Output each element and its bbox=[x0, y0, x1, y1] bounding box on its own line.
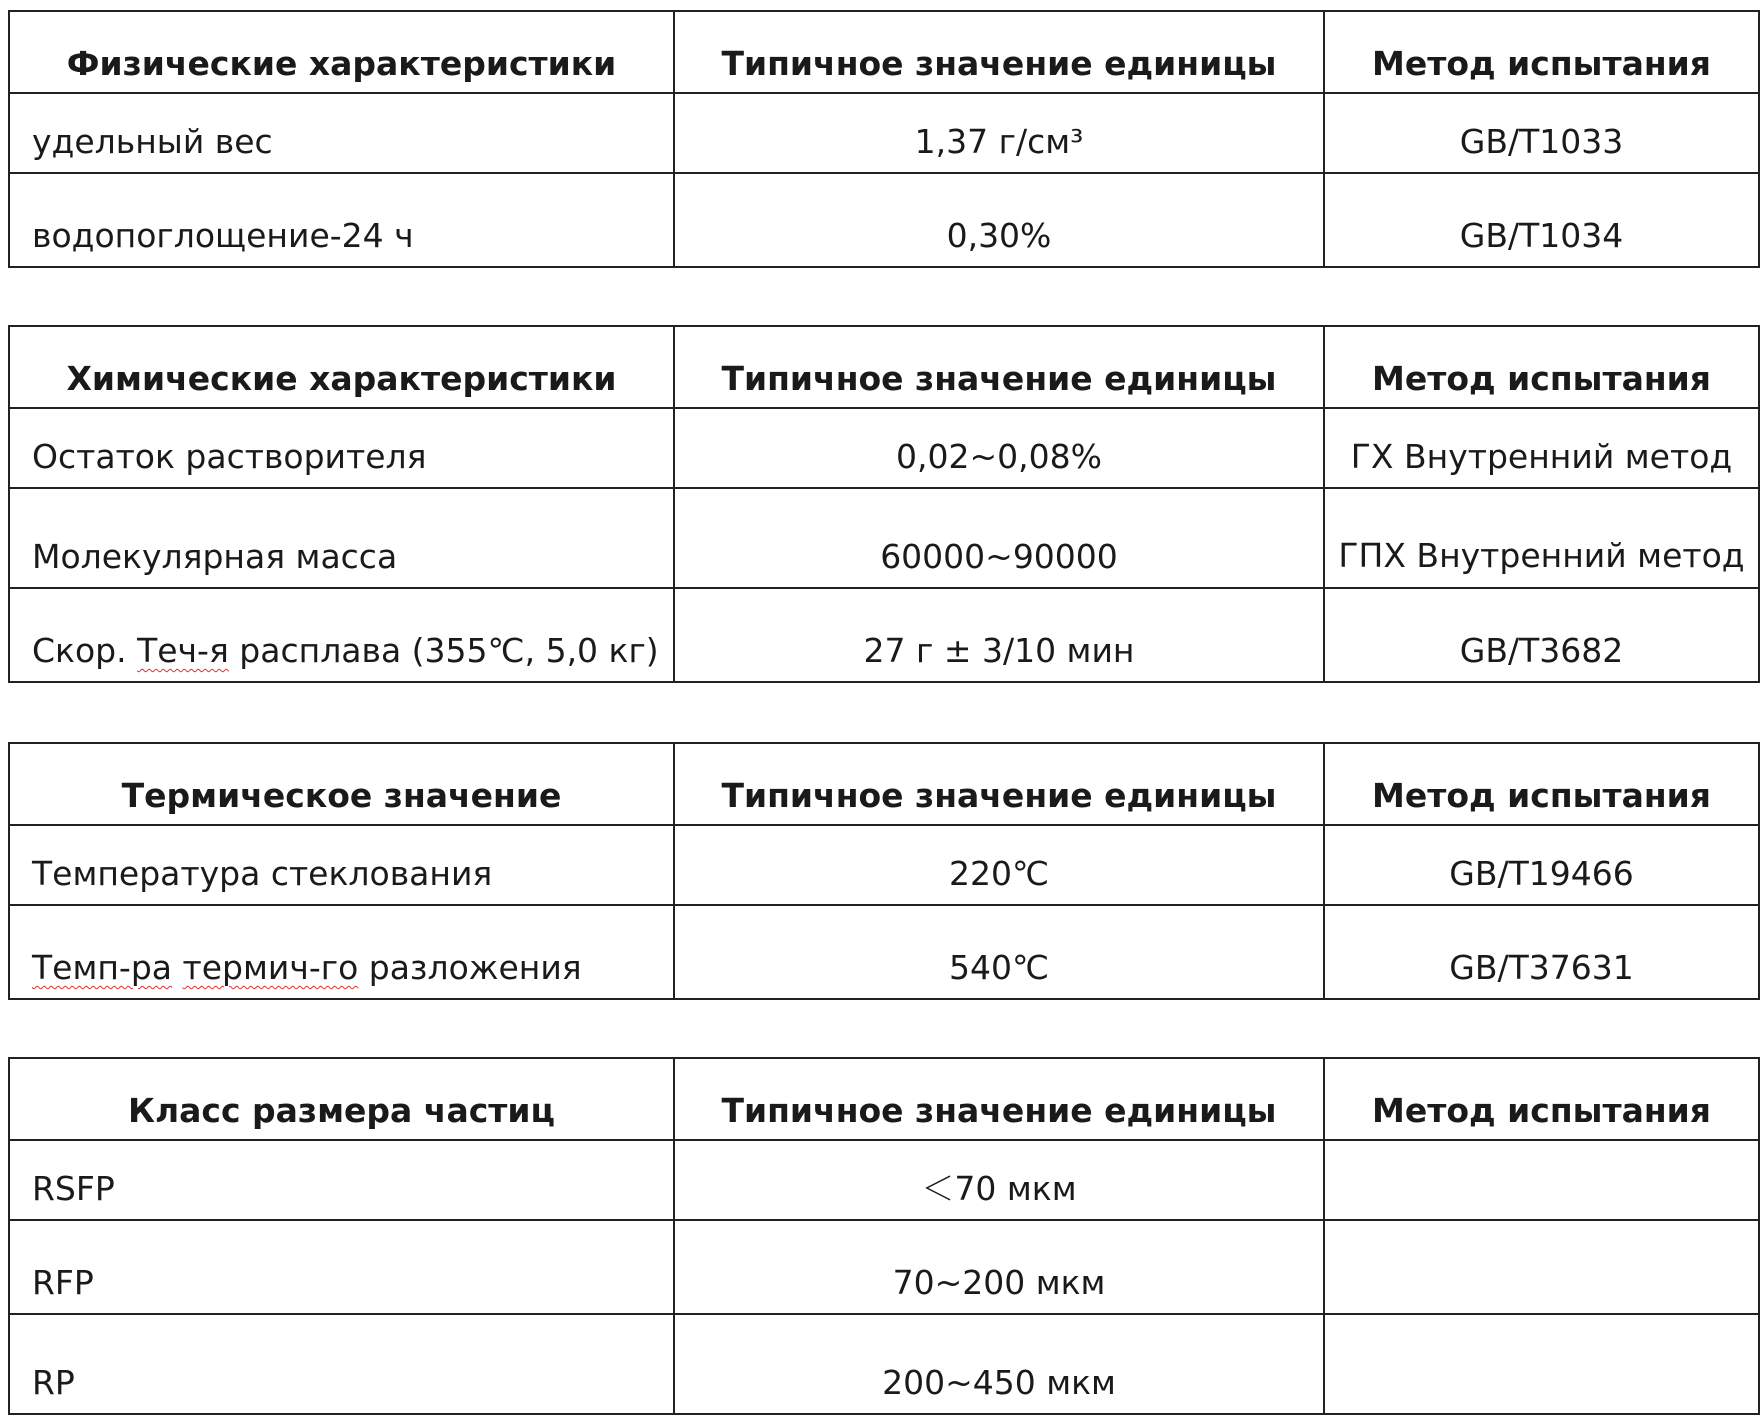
column-header-method: Метод испытания bbox=[1324, 743, 1759, 825]
table-header-row bbox=[9, 743, 1759, 825]
column-header-property: Термическое значение bbox=[9, 743, 674, 825]
table-row bbox=[9, 1314, 1759, 1414]
property-value: ＜70 мкм bbox=[674, 1140, 1324, 1220]
property-name-part: расплава (355℃, 5,0 кг) bbox=[228, 631, 659, 670]
test-method: ГПХ Внутренний метод bbox=[1324, 488, 1759, 588]
property-name: водопоглощение-24 ч bbox=[9, 173, 674, 267]
physical-properties-table bbox=[8, 10, 1760, 268]
test-method: GB/T3682 bbox=[1324, 588, 1759, 682]
test-method bbox=[1324, 1140, 1759, 1220]
table-row bbox=[9, 93, 1759, 173]
property-name-part bbox=[172, 948, 183, 987]
property-value: 0,30% bbox=[674, 173, 1324, 267]
chemical-properties-table bbox=[8, 325, 1760, 683]
property-value: 1,37 г/см³ bbox=[674, 93, 1324, 173]
spellcheck-flagged-word: Теч-я bbox=[137, 631, 229, 670]
column-header-property: Физические характеристики bbox=[9, 11, 674, 93]
property-value: 200~450 мкм bbox=[674, 1314, 1324, 1414]
table-row bbox=[9, 588, 1759, 682]
column-header-property: Химические характеристики bbox=[9, 326, 674, 408]
table-header-row bbox=[9, 1058, 1759, 1140]
table-row bbox=[9, 408, 1759, 488]
property-name-part: Скор. bbox=[32, 631, 138, 670]
column-header-value: Типичное значение единицы bbox=[674, 743, 1324, 825]
property-value: 70~200 мкм bbox=[674, 1220, 1324, 1314]
test-method bbox=[1324, 1314, 1759, 1414]
particle-size-table bbox=[8, 1057, 1760, 1415]
property-name: RSFP bbox=[9, 1140, 674, 1220]
property-name: Молекулярная масса bbox=[9, 488, 674, 588]
table-row bbox=[9, 905, 1759, 999]
test-method: GB/T1033 bbox=[1324, 93, 1759, 173]
test-method: ГХ Внутренний метод bbox=[1324, 408, 1759, 488]
table-row bbox=[9, 173, 1759, 267]
property-name: удельный вес bbox=[9, 93, 674, 173]
column-header-method: Метод испытания bbox=[1324, 11, 1759, 93]
spellcheck-flagged-word: термич-го bbox=[182, 948, 359, 987]
property-name bbox=[9, 588, 674, 682]
test-method: GB/T1034 bbox=[1324, 173, 1759, 267]
thermal-properties-table bbox=[8, 742, 1760, 1000]
column-header-property: Класс размера частиц bbox=[9, 1058, 674, 1140]
column-header-value: Типичное значение единицы bbox=[674, 326, 1324, 408]
table-row bbox=[9, 825, 1759, 905]
property-value: 60000~90000 bbox=[674, 488, 1324, 588]
table-row bbox=[9, 488, 1759, 588]
table-row bbox=[9, 1220, 1759, 1314]
test-method bbox=[1324, 1220, 1759, 1314]
property-name bbox=[9, 905, 674, 999]
property-name-part: разложения bbox=[358, 948, 582, 987]
column-header-value: Типичное значение единицы bbox=[674, 11, 1324, 93]
property-value: 220℃ bbox=[674, 825, 1324, 905]
test-method: GB/T37631 bbox=[1324, 905, 1759, 999]
property-name: Температура стеклования bbox=[9, 825, 674, 905]
column-header-method: Метод испытания bbox=[1324, 326, 1759, 408]
property-value: 540℃ bbox=[674, 905, 1324, 999]
table-header-row bbox=[9, 326, 1759, 408]
test-method: GB/T19466 bbox=[1324, 825, 1759, 905]
property-name: RP bbox=[9, 1314, 674, 1414]
column-header-method: Метод испытания bbox=[1324, 1058, 1759, 1140]
table-row bbox=[9, 1140, 1759, 1220]
property-value: 27 г ± 3/10 мин bbox=[674, 588, 1324, 682]
spellcheck-flagged-word: Темп-ра bbox=[32, 948, 173, 987]
column-header-value: Типичное значение единицы bbox=[674, 1058, 1324, 1140]
property-value: 0,02~0,08% bbox=[674, 408, 1324, 488]
table-header-row bbox=[9, 11, 1759, 93]
property-name: RFP bbox=[9, 1220, 674, 1314]
property-name: Остаток растворителя bbox=[9, 408, 674, 488]
